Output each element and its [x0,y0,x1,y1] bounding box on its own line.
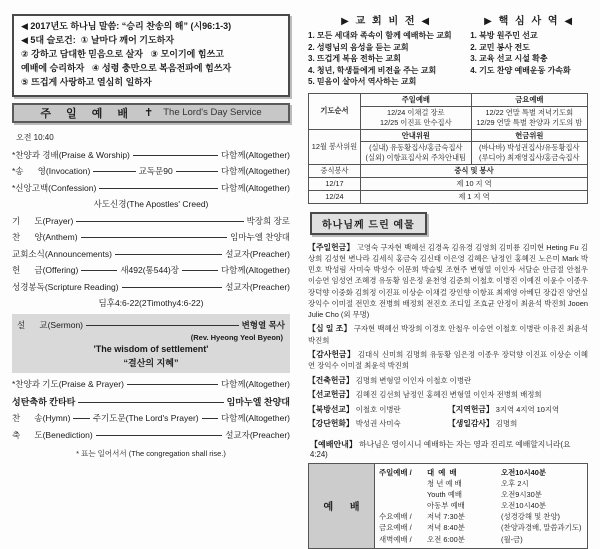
schedule-time: 오전10시40분 [501,501,546,511]
order-right: 임마누엘 찬양대 [230,232,290,243]
leader-line [96,435,223,436]
sermon-title-korean: “결산의 지혜” [123,358,179,369]
schedule-service [379,478,427,489]
order-mid: 새492(통544)장 [120,265,179,276]
lunch-date: 12/17 [309,177,361,190]
offering-label: 【감사헌금】 [308,349,356,359]
usher-header: 안내위원 [361,129,472,142]
leader-line [176,171,218,172]
table-row [309,93,588,106]
slogan-line: ◀ 2017년도 하나님 말씀: “승리 찬송의 해” (시96:1-3) [21,21,232,31]
usher-entry: (실외) 이항표집사외 주차안내팀 [365,153,467,163]
order-row-benediction [12,429,290,441]
schedule-row [379,467,583,478]
prayer-sunday-cell [361,106,472,129]
prayer-entry: 12/29 연말 특별 찬양과 기도의 밤 [476,117,583,127]
schedule-service: 새벽예배 / [379,534,412,544]
lunch-duty-header: 중식 및 봉사 [361,165,588,178]
order-row-scripture-reading [12,281,290,293]
offering-label: 【건축헌금】 [308,375,354,385]
yearly-slogan-box [12,14,290,97]
schedule-time: (찬양과경배, 말씀과기도) [501,523,582,533]
order-right: 다함께(Altogether) [220,166,291,177]
schedule-row [379,511,583,522]
sermon-title-english: 'The wisdom of settlement' [93,344,209,355]
order-label: 찬 송(Hymn) [12,413,71,424]
leader-line [81,237,228,238]
ministry-item: 3. 교육 선교 시설 확충 [470,54,548,64]
order-row-announcements [12,248,290,260]
order-label: 헌 금(Offering) [12,265,79,276]
leader-line [115,254,222,255]
order-row-hymn [12,412,290,424]
offering-label: 【북방선교】 [308,404,354,414]
order-right: 다함께(Altogether) [220,413,291,424]
offering-entry-district [448,404,588,415]
offering-committee-header: 헌금위원 [471,129,587,142]
offerings-title: 하나님께 드린 예물 [310,212,427,235]
order-label: 성경봉독(Scripture Reading) [12,281,119,292]
cross-icon: ✝ [144,107,154,120]
offering-committee-entry: (루디아) 최재영집사/홍금숙집사 [479,153,580,163]
order-right: 박장희 장로 [246,215,290,226]
page-left [0,0,300,463]
table-row [309,177,588,190]
service-title-english: The Lord's Day Service [163,107,262,119]
worship-info-line [310,439,588,459]
offering-names: 김혜진 김선희 남정인 홍혜진 변형열 이인자 전병희 배정희 [355,390,542,400]
offering-entry-tithe [308,323,588,346]
december-committee-label: 12월 봉사위원 [309,129,361,165]
schedule-detail: 오전 6:00분 [427,534,465,544]
order-right: 다함께(Altogether) [220,182,290,193]
table-row [309,129,588,142]
lunch-date: 12/24 [309,190,361,203]
order-row-christmas-cantata [12,395,290,408]
order-label: 설 교(Sermon) [17,320,84,331]
apostles-creed-line: 사도신경(The Apostles' Creed) [93,199,209,210]
page-right [300,0,600,544]
order-right: 설교자(Preacher) [225,248,290,259]
leader-line [133,155,218,156]
church-vision-section [308,12,464,88]
offering-names: 김명희 변형열 이인자 이철호 이병란 [355,375,472,385]
order-right: 다함께(Altogether) [220,265,290,276]
church-vision-title: ▶ 교 회 비 전 ◀ [341,16,432,27]
order-right: 임마누엘 찬양대 [226,396,290,407]
schedule-time: (월-금) [501,534,523,544]
worship-schedule-body [375,464,587,548]
offering-entry-sunday [308,242,588,320]
offering-entry-mission [308,389,588,401]
offering-names: 구자현 백혜선 박장희 이경호 안철우 이승연 이철호 이병란 이유진 최윤석 박진희 [308,323,588,345]
vision-item: 3. 뜨겁게 복음 전하는 교회 [308,54,401,64]
offering-label: 【주일헌금】 [308,242,355,252]
slogan-line: ◀ 5대 슬로건: ① 날마다 깨어 기도하자 [21,34,175,45]
table-row [309,165,588,178]
usher-cell [361,142,472,165]
leader-line [78,402,223,403]
leader-line [76,221,243,222]
leader-line [202,418,218,419]
schedule-row [379,489,583,500]
ministry-item: 2. 교민 봉사 전도 [470,42,530,52]
worship-info-label: 【예배안내】 [310,439,357,449]
schedule-time: 오후 2시 [501,478,529,488]
schedule-row [379,478,583,489]
duty-table [308,93,588,204]
order-right: 다함께(Altogether) [220,149,290,160]
offering-committee-cell [471,142,587,165]
worship-schedule-table [308,463,588,549]
schedule-row [379,534,583,545]
schedule-service: 금요예배 / [379,523,412,533]
schedule-service [379,500,427,511]
ministry-item: 1. 북방 원주민 선교 [470,31,538,40]
order-row-offering [12,264,290,276]
leader-line [86,325,239,326]
sermon-block [12,314,290,373]
offering-names: 김대식 신미희 김명희 유동황 임은정 이종우 장덕향 이진표 이상순 이혜연 장익수 이미절 최윤석 박진희 [308,349,588,371]
order-label: *신앙고백(Confession) [12,182,97,193]
offering-names: 박성권 사미숙 [355,418,401,428]
offering-entry-thanksgiving [308,349,588,372]
schedule-row [379,522,583,533]
schedule-service: 수요예배 / [379,512,412,522]
scripture-reference: 딤후4:6-22(2Timothy4:6-22) [98,298,204,309]
schedule-time: 오전10시40분 [501,467,546,477]
service-time: 오전 10:40 [16,132,54,142]
schedule-service [379,489,427,500]
leader-line [81,270,117,271]
schedule-row [379,500,583,511]
leader-line [73,418,89,419]
usher-entry: (실내) 유동황집사/홍금숙집사 [369,143,463,153]
order-label: 축 도(Benediction) [12,429,93,440]
offering-names: 3지역 4지역 10지역 [495,404,560,414]
church-vision-list [308,30,464,88]
offering-names: 고영숙 구자현 백혜선 김경옥 김유경 김영희 김미룡 김미현 Heting Fu 김상희 김성현 변나라 김세식 홍금숙 김신태 이은영 김혜은 남정인 홍혜진 노은미 Mark 박민호 박성림 사미숙 박성수 이문희 박슬빛 조현주 변형열 이인자 서달순 안금절 안철우 이승연 임성연 조혜경 유동황 임은정 윤천영 김준희 이철호 이병진 이예진 이윤수 이종우 장덕향 이중화 김희정 이진표 이상순 이채걸 장인향 이항표 최재영 아베딘 장갑진 양연실 장익수 이미절 전민호 전병희 배정희 전진호 조디일 조효균 안정이 최윤석 박진희 Jooen Julie Cho (외 무명) [308,242,588,319]
sunday-service-header: 주일예배 [361,93,472,106]
order-row-invocation [12,165,290,177]
sermon-preacher-english: (Rev. Hyeong Yeol Byeon) [190,333,283,343]
schedule-detail: 청 년 예 배 [427,478,462,488]
leader-line [127,384,218,385]
offering-label: 【지역헌금】 [448,404,494,414]
ministry-item: 4. 기도 찬양 예배운동 가속화 [470,65,571,75]
prayer-entry: 12/24 이채걸 장로 [387,107,445,117]
sermon-preacher: 변형열 목사 [241,320,285,331]
offering-pair-row [308,418,588,429]
order-label: *송 영(Invocation) [12,166,91,177]
order-right: 설교자(Preacher) [225,281,290,292]
leader-line [99,188,218,189]
schedule-detail: 대 예 배 [427,467,457,477]
offering-entry-north-mission [308,404,448,415]
schedule-detail: 저녁 7:30분 [427,512,465,522]
order-row-praise-prayer [12,378,290,390]
order-mid: 주기도문(The Lord's Prayer) [92,413,199,424]
offering-entry-altar-flowers [308,418,448,429]
order-label: *찬양과 경배(Praise & Worship) [12,149,130,160]
slogan-line: 예배에 승리하자 ④ 성령 충만으로 복음전파에 힘쓰자 [21,62,232,73]
vision-item: 5. 믿음이 살아서 역사하는 교회 [308,77,417,87]
service-title-bar [12,103,290,123]
vision-ministry-columns [308,12,588,88]
offering-label: 【선교헌금】 [308,390,354,400]
service-title-korean: 주 일 예 배 [40,107,135,120]
vision-item: 2. 성령님의 음성을 듣는 교회 [308,42,409,52]
order-row-sermon [17,319,285,331]
prayer-friday-cell [471,106,587,129]
lunch-area: 제 1 지 역 [361,190,588,203]
lunch-duty-label: 중식봉사 [309,165,361,178]
offering-names: 김명희 [495,418,518,428]
vision-item: 4. 청년, 학생들에게 비전을 주는 교회 [308,65,437,75]
slogan-line: ⑤ 뜨겁게 사랑하고 열심히 일하자 [21,76,152,87]
order-label: 교회소식(Announcements) [12,248,112,259]
offering-label: 【생일감사】 [448,418,494,428]
offering-committee-entry: (바나바) 박성권집사/유동황집사 [479,143,580,153]
schedule-time: 오전9시30분 [501,490,542,500]
schedule-detail: 아동부 예배 [427,501,465,511]
offering-entry-building [308,375,588,387]
slogan-line: ② 강하고 담대한 믿음으로 살자 ③ 모이기에 힘쓰고 [21,48,224,59]
worship-schedule-label: 예 배 [309,464,375,548]
vision-item: 1. 모든 세대와 족속이 함께 예배하는 교회 [308,31,452,40]
table-row [309,190,588,203]
order-label: 기 도(Prayer) [12,215,74,226]
schedule-detail: Youth 예배 [427,490,462,500]
schedule-service: 주일예배 / [379,467,412,477]
worship-info-verse: 하나님은 영이시니 예배하는 자는 영과 진리로 예배할지니라(요4:24) [310,439,571,459]
order-row-anthem [12,231,290,243]
order-right: 설교자(Preacher) [225,429,290,440]
order-row-prayer [12,215,290,227]
offering-label: 【십 일 조】 [308,323,352,333]
leader-line [93,171,135,172]
offering-label: 【강단헌화】 [308,418,354,428]
core-ministry-section [470,12,588,88]
order-label: 찬 양(Anthem) [12,232,78,243]
offering-entry-birthday [448,418,588,429]
friday-service-header: 금요예배 [471,93,587,106]
leader-line [182,270,218,271]
rise-footnote: * 표는 일어서서 (The congregation shall rise.) [76,448,226,458]
order-right: 다함께(Altogether) [220,379,290,390]
offering-names: 이철호 이병란 [355,404,401,414]
order-row-praise-worship [12,149,290,161]
leader-line [122,287,223,288]
schedule-detail: 저녁 8:40분 [427,523,465,533]
lunch-area: 제 10 지 역 [361,177,588,190]
core-ministry-title: ▶ 핵 심 사 역 ◀ [484,16,575,27]
core-ministry-list [470,30,588,76]
order-row-confession [12,182,290,194]
schedule-time: (성경강해 및 찬양) [501,512,561,522]
order-mid: 교독문90 [138,166,173,177]
prayer-entry: 12/22 연말 특별 저녁기도회 [485,107,574,117]
prayer-entry: 12/25 이진표 안수집사 [380,117,452,127]
prayer-order-label: 기도순서 [309,93,361,129]
offering-pair-row [308,404,588,415]
order-label: *찬양과 기도(Praise & Prayer) [12,379,124,390]
order-label: 성탄축하 칸타타 [12,396,76,407]
